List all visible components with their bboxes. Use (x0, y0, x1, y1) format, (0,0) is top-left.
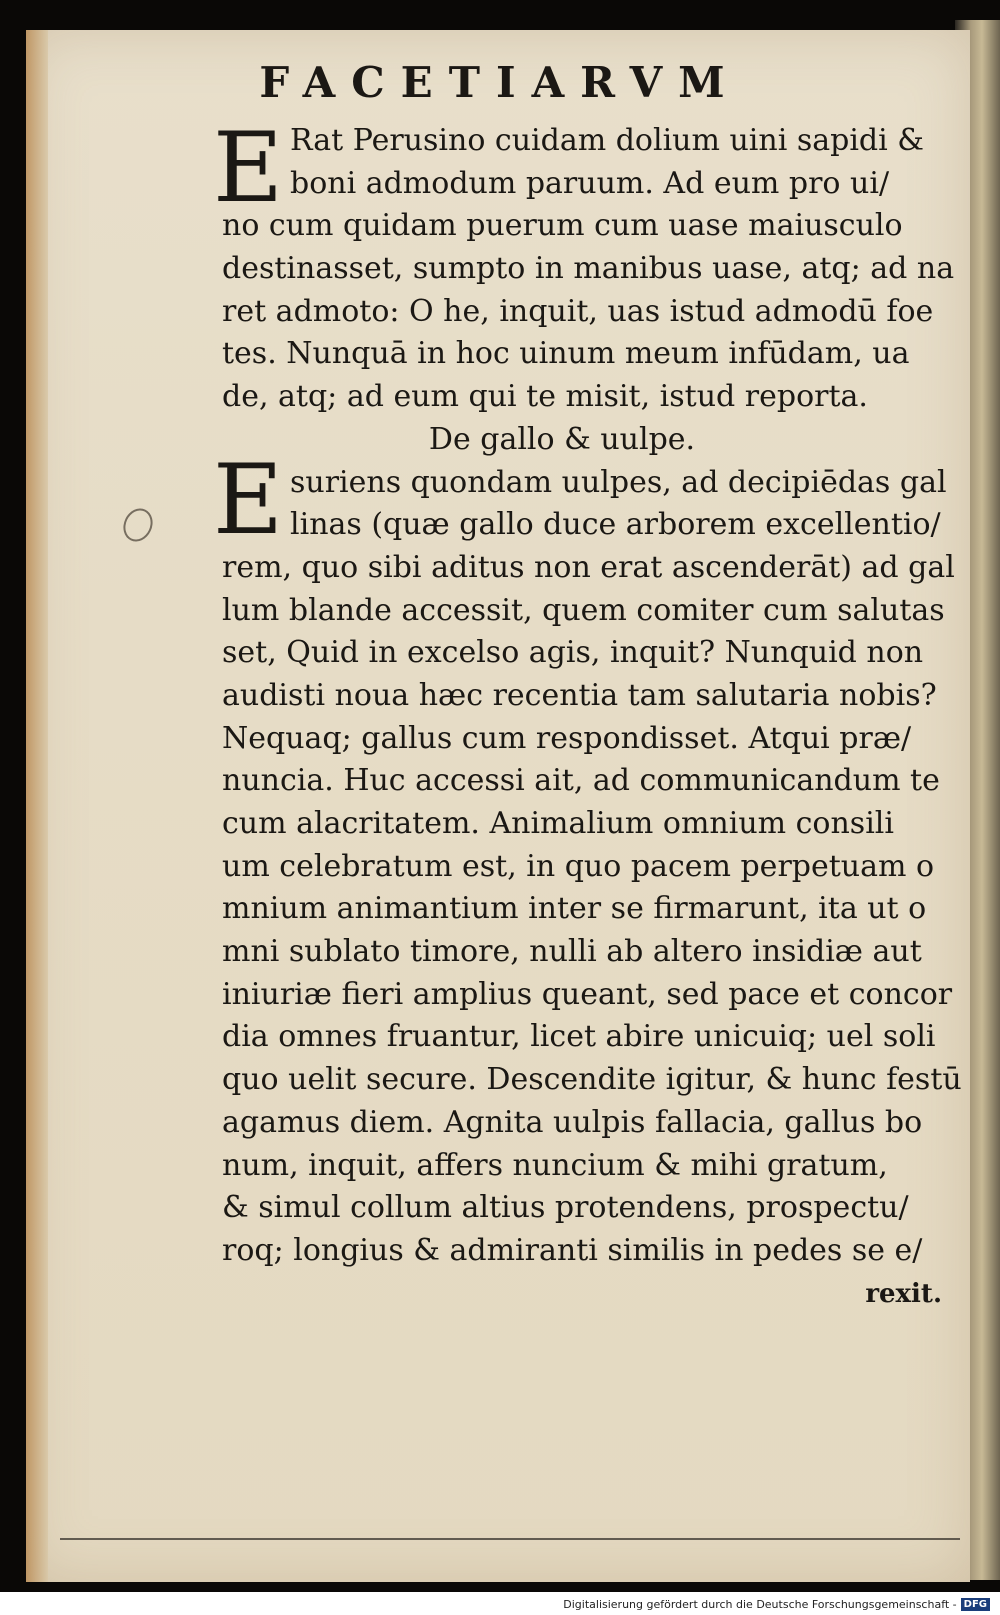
text-line: destinasset, sumpto in manibus uase, atq; ad na (222, 251, 955, 287)
text-line: iniuriæ fieri amplius queant, sed pace et concor (222, 976, 953, 1012)
text-line: Rat Perusino cuidam dolium uini sapidi & (290, 123, 924, 158)
running-head: FACETIARVM (259, 58, 741, 107)
text-line: nuncia. Huc accessi ait, ad communicandum te (222, 763, 940, 799)
text-line: quo uelit secure. Descendite igitur, & hunc festū (222, 1062, 962, 1098)
text-line: set, Quid in excelso agis, inquit? Nunquid non (222, 635, 924, 671)
text-line: cum alacritatem. Animalium omnium consili (222, 806, 894, 841)
text-line: um celebratum est, in quo pacem perpetuam o (222, 848, 935, 884)
text-line: De gallo & uulpe. (428, 421, 696, 457)
text-line: audisti noua hæc recentia tam salutaria nobis? (222, 677, 937, 713)
text-line: num, inquit, affers nuncium & mihi gratum, (222, 1147, 888, 1183)
drop-initial: E (213, 444, 284, 556)
text-line: lum blande accessit, quem comiter cum salutas (222, 592, 945, 628)
text-line: boni admodum paruum. Ad eum pro ui/ (290, 165, 890, 201)
text-line: roq; longius & admiranti similis in pedes se e/ (222, 1232, 923, 1268)
text-line: mnium animantium inter se firmarunt, ita ut o (222, 891, 927, 927)
footer-text: Digitalisierung gefördert durch die Deutsche Forschungsgemeinschaft - (563, 1597, 957, 1611)
body-text (222, 120, 962, 1315)
page-bottom-edge (60, 1538, 960, 1548)
text-line: rem, quo sibi aditus non erat ascenderāt) ad gal (222, 549, 955, 585)
text-line: tes. Nunquā in hoc uinum meum infūdam, ua (222, 336, 910, 372)
text-line: suriens quondam uulpes, ad decipiēdas gal (290, 464, 947, 500)
text-line: mni sublato timore, nulli ab altero insidiæ aut (222, 934, 922, 970)
digitization-footer (0, 1598, 990, 1612)
text-line: no cum quidam puerum cum uase maiusculo (222, 208, 903, 244)
text-line: & simul collum altius protendens, prospectu/ (222, 1190, 909, 1226)
page-gutter (26, 30, 48, 1582)
text-line: ret admoto: O he, inquit, uas istud admodū foe (222, 293, 934, 329)
text-line: linas (quæ gallo duce arborem excellentio/ (290, 507, 941, 543)
drop-initial: E (213, 112, 284, 224)
text-line: rexit. (865, 1278, 942, 1309)
text-line: Nequaq; gallus cum respondisset. Atqui præ/ (222, 720, 912, 756)
dfg-logo: DFG (961, 1598, 990, 1611)
text-line: agamus diem. Agnita uulpis fallacia, gallus bo (222, 1104, 923, 1140)
text-line: de, atq; ad eum qui te misit, istud reporta. (222, 379, 868, 415)
text-line: dia omnes fruantur, licet abire unicuiq; uel soli (222, 1019, 936, 1055)
